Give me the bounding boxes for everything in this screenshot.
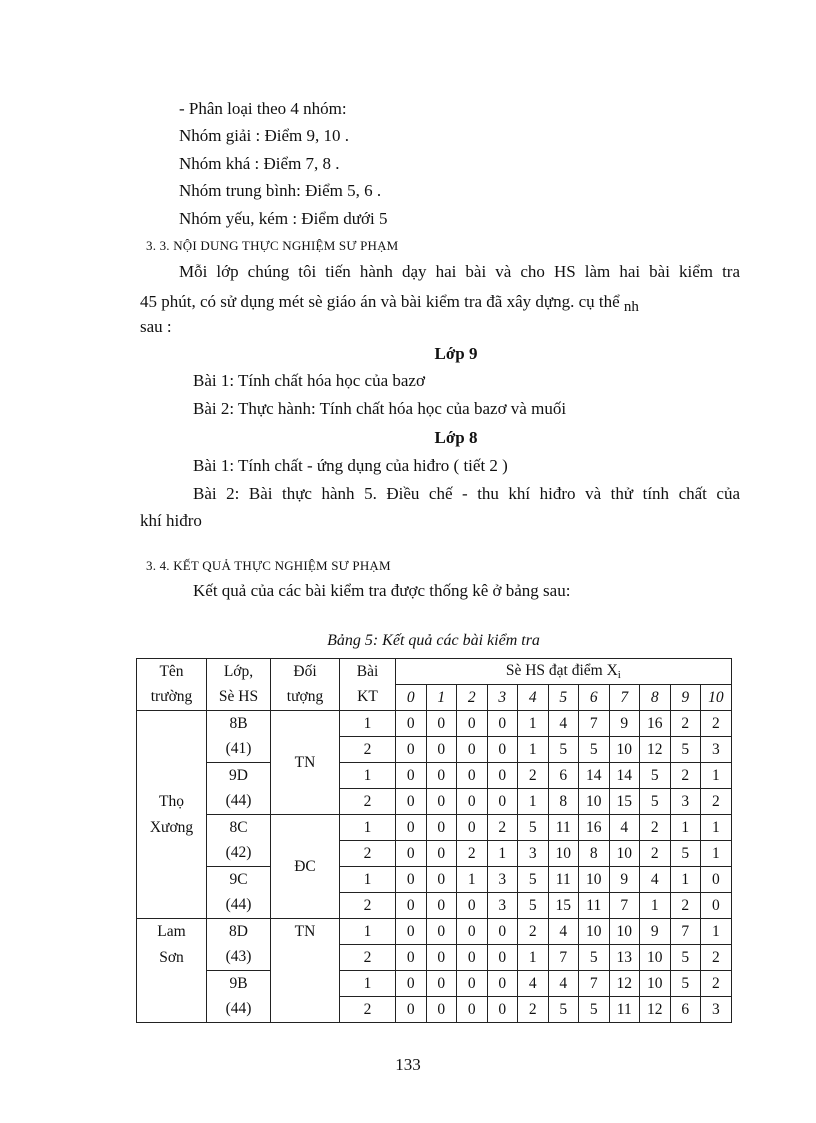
header-score-subscript: i [617,669,621,681]
header-school: trường [137,685,207,711]
value-cell: 0 [426,919,457,945]
class-cell: 8B [207,711,271,737]
value-cell: 0 [457,945,488,971]
group-cell [271,945,340,971]
header-group: tượng [271,685,340,711]
value-cell: 4 [548,971,579,997]
value-cell: 0 [396,971,427,997]
value-cell: 0 [426,763,457,789]
class-heading: Lớp 8 [434,428,478,447]
test-cell: 2 [340,893,396,919]
lesson-line: khí hiđro [140,511,202,530]
header-class: Lớp, [207,659,271,685]
class-cell: 9B [207,971,271,997]
school-cell [137,997,207,1023]
paragraph-line: Kết quả của các bài kiểm tra được thống kê ở bảng sau: [193,581,571,600]
test-cell: 2 [340,997,396,1023]
test-cell: 2 [340,945,396,971]
class-cell: (42) [207,841,271,867]
value-cell: 0 [396,893,427,919]
value-cell: 5 [670,945,701,971]
value-cell: 10 [640,971,671,997]
table-row [137,815,732,841]
value-cell: 5 [579,945,610,971]
value-cell: 0 [457,971,488,997]
value-cell: 2 [640,815,671,841]
value-cell: 9 [640,919,671,945]
header-score-count [396,659,732,685]
lesson-line: Bài 1: Tính chất - ứng dụng của hiđro ( tiết 2 ) [193,456,508,475]
score-header: 4 [518,685,549,711]
score-header: 1 [426,685,457,711]
value-cell: 6 [670,997,701,1023]
value-cell: 0 [487,997,518,1023]
value-cell: 2 [518,997,549,1023]
test-cell: 2 [340,737,396,763]
value-cell: 1 [701,919,732,945]
value-cell: 10 [609,737,640,763]
value-cell: 0 [457,763,488,789]
value-cell: 5 [670,737,701,763]
school-cell: Sơn [137,945,207,971]
value-cell: 12 [640,737,671,763]
value-cell: 5 [640,789,671,815]
class-cell: (43) [207,945,271,971]
value-cell: 2 [670,763,701,789]
value-cell: 0 [457,893,488,919]
score-header: 8 [640,685,671,711]
value-cell: 0 [457,997,488,1023]
school-cell [137,867,207,893]
value-cell: 5 [579,997,610,1023]
value-cell: 5 [670,841,701,867]
value-cell: 1 [457,867,488,893]
value-cell: 0 [396,815,427,841]
table-row [137,789,732,815]
value-cell: 0 [396,737,427,763]
school-cell: Lam [137,919,207,945]
value-cell: 14 [579,763,610,789]
value-cell: 2 [701,789,732,815]
value-cell: 0 [426,945,457,971]
value-cell: 0 [457,711,488,737]
value-cell: 2 [640,841,671,867]
value-cell: 6 [548,763,579,789]
header-school: Tên [137,659,207,685]
results-table [136,658,732,1023]
table-row [137,997,732,1023]
value-cell: 15 [609,789,640,815]
table-row [137,867,732,893]
value-cell: 5 [579,737,610,763]
group-cell [271,971,340,997]
value-cell: 0 [426,997,457,1023]
section-heading: 3. 3. NỘI DUNG THỰC NGHIỆM SƯ PHẠM [146,238,399,253]
class-cell: 8C [207,815,271,841]
value-cell: 2 [670,893,701,919]
value-cell: 10 [640,945,671,971]
value-cell: 10 [609,919,640,945]
value-cell: 4 [518,971,549,997]
value-cell: 4 [640,867,671,893]
school-cell: Thọ [137,789,207,815]
lesson-line: Bài 1: Tính chất hóa học của bazơ [193,371,425,390]
value-cell: 0 [457,815,488,841]
paragraph-text: 45 phút, có sử dụng mét sè giáo án và bài kiểm tra đã xây dựng. cụ thể [140,292,620,311]
value-cell: 0 [426,867,457,893]
value-cell: 0 [396,789,427,815]
score-header: 2 [457,685,488,711]
lesson-line: Bài 2: Thực hành: Tính chất hóa học của bazơ và muối [193,399,567,418]
value-cell: 3 [487,893,518,919]
value-cell: 0 [487,945,518,971]
value-cell: 2 [670,711,701,737]
test-cell: 2 [340,789,396,815]
table-row [137,971,732,997]
class-cell: (44) [207,893,271,919]
class-cell: (44) [207,789,271,815]
value-cell: 9 [609,711,640,737]
value-cell: 0 [426,737,457,763]
value-cell: 0 [426,789,457,815]
value-cell: 11 [548,815,579,841]
school-cell: Xương [137,815,207,841]
class-cell: 9D [207,763,271,789]
value-cell: 16 [579,815,610,841]
score-header: 5 [548,685,579,711]
group-cell: TN [271,919,340,945]
value-cell: 13 [609,945,640,971]
value-cell: 7 [670,919,701,945]
lesson-line: Bài 2: Bài thực hành 5. Điều chế - thu khí hiđro và thử tính chất của [193,484,740,503]
value-cell: 0 [701,867,732,893]
value-cell: 2 [457,841,488,867]
test-cell: 1 [340,867,396,893]
class-heading: Lớp 9 [434,344,478,363]
value-cell: 5 [518,815,549,841]
value-cell: 5 [518,893,549,919]
value-cell: 3 [670,789,701,815]
class-cell: 9C [207,867,271,893]
value-cell: 0 [487,789,518,815]
value-cell: 3 [487,867,518,893]
value-cell: 9 [609,867,640,893]
header-test: Bài [340,659,396,685]
paragraph-line [140,291,639,318]
value-cell: 0 [426,841,457,867]
value-cell: 2 [518,763,549,789]
value-cell: 1 [701,815,732,841]
value-cell: 0 [457,789,488,815]
value-cell: 0 [426,893,457,919]
value-cell: 10 [579,789,610,815]
test-cell: 1 [340,971,396,997]
school-cell [137,893,207,919]
value-cell: 7 [548,945,579,971]
header-score-count-label: Sè HS đạt điểm X [505,662,618,679]
test-cell: 1 [340,919,396,945]
text-line: Nhóm trung bình: Điểm 5, 6 . [179,181,382,200]
value-cell: 4 [609,815,640,841]
value-cell: 0 [396,763,427,789]
value-cell: 2 [701,971,732,997]
class-cell: 8D [207,919,271,945]
value-cell: 3 [701,997,732,1023]
score-header: 9 [670,685,701,711]
text-line: - Phân loại theo 4 nhóm: [179,99,347,118]
value-cell: 0 [426,711,457,737]
group-cell: TN [271,711,340,815]
value-cell: 5 [670,971,701,997]
value-cell: 10 [579,919,610,945]
school-cell [137,971,207,997]
value-cell: 0 [457,919,488,945]
value-cell: 1 [518,945,549,971]
value-cell: 12 [609,971,640,997]
table-row [137,893,732,919]
value-cell: 0 [396,841,427,867]
class-cell: (41) [207,737,271,763]
value-cell: 15 [548,893,579,919]
value-cell: 0 [396,711,427,737]
value-cell: 3 [518,841,549,867]
section-heading: 3. 4. KẾT QUẢ THỰC NGHIỆM SƯ PHẠM [146,558,391,573]
value-cell: 8 [579,841,610,867]
text-line: Nhóm yếu, kém : Điểm dưới 5 [179,209,388,228]
value-cell: 7 [609,893,640,919]
value-cell: 0 [396,867,427,893]
table-row [137,737,732,763]
value-cell: 1 [487,841,518,867]
value-cell: 8 [548,789,579,815]
score-header: 6 [579,685,610,711]
value-cell: 1 [701,763,732,789]
header-group: Đối [271,659,340,685]
value-cell: 11 [579,893,610,919]
page-number: 133 [395,1055,421,1074]
value-cell: 5 [548,737,579,763]
class-cell: (44) [207,997,271,1023]
value-cell: 10 [548,841,579,867]
school-cell [137,841,207,867]
table-row [137,711,732,737]
value-cell: 0 [396,997,427,1023]
test-cell: 1 [340,763,396,789]
value-cell: 1 [670,867,701,893]
value-cell: 3 [701,737,732,763]
table-caption: Bảng 5: Kết quả các bài kiểm tra [327,632,540,649]
value-cell: 0 [426,971,457,997]
value-cell: 0 [701,893,732,919]
school-cell [137,711,207,737]
value-cell: 1 [640,893,671,919]
value-cell: 2 [701,711,732,737]
header-class: Sè HS [207,685,271,711]
group-cell [271,997,340,1023]
text-line: Nhóm khá : Điểm 7, 8 . [179,154,340,173]
score-header: 10 [701,685,732,711]
test-cell: 1 [340,711,396,737]
value-cell: 2 [701,945,732,971]
value-cell: 0 [487,763,518,789]
paragraph-text-tail: nh [623,299,639,315]
value-cell: 14 [609,763,640,789]
value-cell: 0 [396,919,427,945]
value-cell: 5 [518,867,549,893]
school-cell [137,737,207,763]
score-header: 3 [487,685,518,711]
table-row [137,945,732,971]
value-cell: 1 [518,789,549,815]
text-line: Nhóm giải : Điểm 9, 10 . [179,126,349,145]
value-cell: 2 [487,815,518,841]
value-cell: 11 [609,997,640,1023]
value-cell: 0 [487,737,518,763]
table-row [137,763,732,789]
value-cell: 0 [487,919,518,945]
value-cell: 4 [548,711,579,737]
paragraph-line: sau : [140,317,172,336]
value-cell: 11 [548,867,579,893]
table-row [137,919,732,945]
value-cell: 5 [548,997,579,1023]
group-cell: ĐC [271,815,340,919]
value-cell: 0 [487,971,518,997]
value-cell: 7 [579,971,610,997]
value-cell: 10 [609,841,640,867]
score-header: 7 [609,685,640,711]
score-header: 0 [396,685,427,711]
value-cell: 1 [701,841,732,867]
school-cell [137,763,207,789]
value-cell: 1 [518,711,549,737]
value-cell: 2 [518,919,549,945]
value-cell: 1 [518,737,549,763]
value-cell: 0 [396,945,427,971]
header-test: KT [340,685,396,711]
value-cell: 7 [579,711,610,737]
value-cell: 5 [640,763,671,789]
value-cell: 10 [579,867,610,893]
value-cell: 4 [548,919,579,945]
test-cell: 2 [340,841,396,867]
paragraph-line: Mỗi lớp chúng tôi tiến hành dạy hai bài và cho HS làm hai bài kiểm tra [179,262,740,281]
table-row [137,841,732,867]
value-cell: 1 [670,815,701,841]
value-cell: 16 [640,711,671,737]
value-cell: 0 [457,737,488,763]
value-cell: 12 [640,997,671,1023]
value-cell: 0 [487,711,518,737]
test-cell: 1 [340,815,396,841]
value-cell: 0 [426,815,457,841]
